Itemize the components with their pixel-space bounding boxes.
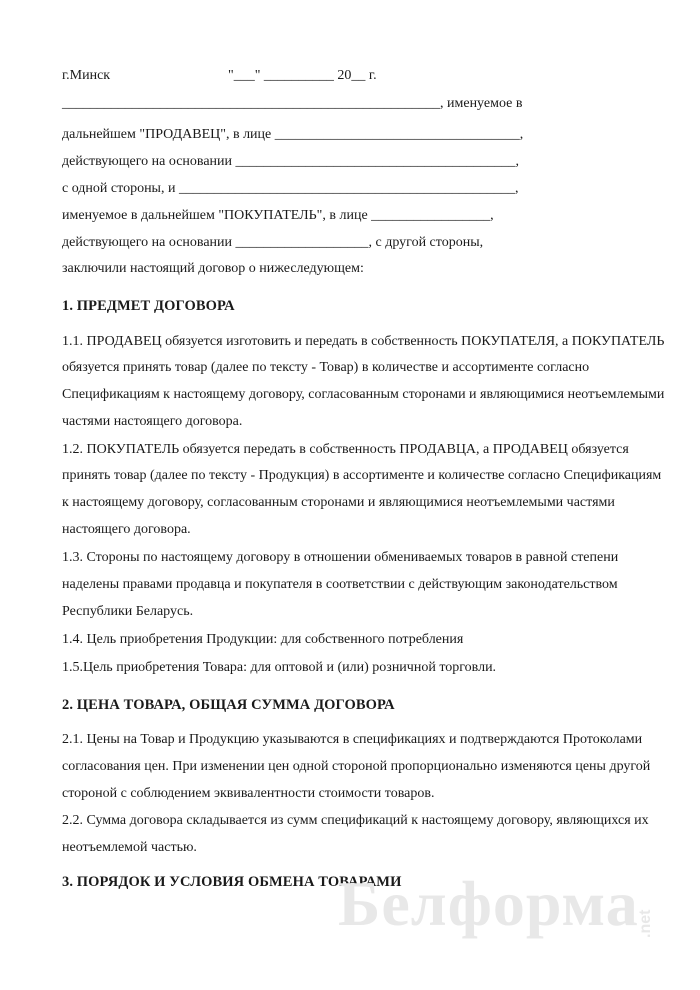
section-1-title: 1. ПРЕДМЕТ ДОГОВОРА — [62, 298, 235, 314]
watermark-logo: Белформа — [338, 868, 639, 939]
section-1-line: 1.1. ПРОДАВЕЦ обязуется изготовить и передать в собственность ПОКУПАТЕЛЯ, а ПОКУПАТЕЛЬ — [62, 334, 665, 349]
preamble-line-4: с одной стороны, и ________________________________________________, — [62, 181, 519, 196]
section-2-line: 2.2. Сумма договора складывается из сумм спецификаций к настоящему договору, являющихся их — [62, 813, 649, 828]
section-1-line: 1.4. Цель приобретения Продукции: для собственного потребления — [62, 632, 464, 647]
watermark-suffix — [636, 880, 656, 940]
section-1-line: 1.3. Стороны по настоящему договору в отношении обмениваемых товаров в равной степени — [62, 550, 619, 565]
preamble-line-5: именуемое в дальнейшем "ПОКУПАТЕЛЬ", в лице _________________, — [62, 208, 494, 223]
section-2-line: согласования цен. При изменении цен одной стороной пропорционально изменяются цены другой — [62, 759, 651, 774]
section-1-line: 1.2. ПОКУПАТЕЛЬ обязуется передать в собственность ПРОДАВЦА, а ПРОДАВЕЦ обязуется — [62, 442, 629, 457]
city: г.Минск — [62, 68, 111, 83]
section-1-line: принять товар (далее по тексту - Продукция) в ассортименте и количестве согласно Спецификациям — [62, 468, 662, 483]
section-1-line: Спецификациям к настоящему договору, согласованным сторонами и являющимися неотъемлемыми — [62, 387, 665, 402]
section-1-line: обязуется принять товар (далее по тексту - Товар) в количестве и ассортименте согласно — [62, 360, 590, 375]
section-1-line: настоящего договора. — [62, 522, 191, 537]
section-1-line: наделены правами продавца и покупателя в соответствии с действующим законодательством — [62, 577, 618, 592]
preamble-line-6: действующего на основании ___________________, с другой стороны, — [62, 235, 484, 250]
section-1-line: 1.5.Цель приобретения Товара: для оптовой и (или) розничной торговли. — [62, 660, 497, 675]
section-2-line: стороной с соблюдением эквивалентности стоимости товаров. — [62, 786, 435, 801]
section-1-line: к настоящему договору, согласованным сторонами и являющимися неотъемлемыми частями — [62, 495, 615, 510]
contract-date: "___" __________ 20__ г. — [228, 68, 377, 83]
preamble-line-7: заключили настоящий договор о нижеследующем: — [62, 261, 364, 276]
watermark-suffix-text: .net — [637, 909, 654, 938]
section-1-line: частями настоящего договора. — [62, 414, 243, 429]
section-1-line: Республики Беларусь. — [62, 604, 194, 619]
preamble-line-3: действующего на основании ________________________________________, — [62, 154, 520, 169]
preamble-line-1: ______________________________________________________, именуемое в — [62, 96, 523, 111]
section-2-title: 2. ЦЕНА ТОВАРА, ОБЩАЯ СУММА ДОГОВОРА — [62, 697, 395, 713]
section-3-title: 3. ПОРЯДОК И УСЛОВИЯ ОБМЕНА ТОВАРАМИ — [62, 874, 402, 890]
section-2-line: 2.1. Цены на Товар и Продукцию указываются в спецификациях и подтверждаются Протоколами — [62, 732, 643, 747]
preamble-line-2: дальнейшем "ПРОДАВЕЦ", в лице ___________________________________, — [62, 127, 524, 142]
section-2-line: неотъемлемой частью. — [62, 840, 197, 855]
